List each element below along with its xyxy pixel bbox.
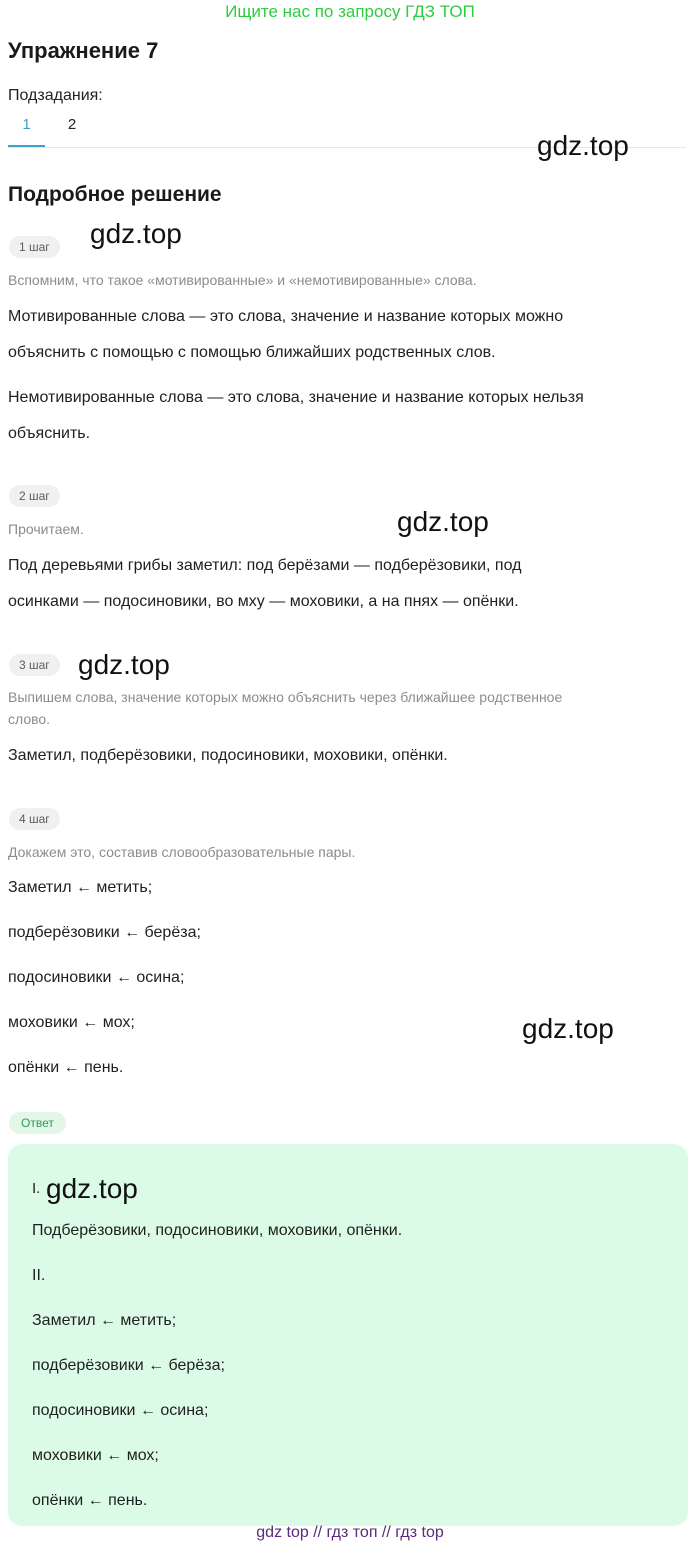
watermark: gdz.top bbox=[397, 506, 489, 537]
tab-subtask-1[interactable]: 1 bbox=[8, 116, 45, 147]
step-text-line: объяснить. bbox=[8, 425, 91, 442]
answer-line: опёнки ← пень. bbox=[32, 1492, 148, 1509]
step-text-line: Под деревьями грибы заметил: под берёзами — подберёзовики, под bbox=[8, 557, 522, 574]
step-text-line: Немотивированные слова — это слова, значение и название которых нельзя bbox=[8, 389, 584, 406]
answer-line: подосиновики ← осина; bbox=[32, 1402, 209, 1419]
step-text-line: подосиновики ← осина; bbox=[8, 969, 185, 986]
step-hint: Докажем это, составив словообразовательные пары. bbox=[8, 844, 356, 860]
step-badge: 3 шаг bbox=[9, 654, 60, 676]
step-text-line: Заметил, подберёзовики, подосиновики, моховики, опёнки. bbox=[8, 747, 448, 764]
step-hint: слово. bbox=[8, 711, 51, 727]
answer-badge: Ответ bbox=[9, 1112, 66, 1134]
answer-line: подберёзовики ← берёза; bbox=[32, 1357, 225, 1374]
answer-line: моховики ← мох; bbox=[32, 1447, 159, 1464]
tab-subtask-2[interactable]: 2 bbox=[67, 116, 77, 133]
footer-watermark: gdz top // гдз топ // гдз top bbox=[256, 1524, 444, 1541]
exercise-title: Упражнение 7 bbox=[8, 38, 159, 63]
step-text-line: объяснить с помощью с помощью ближайших родственных слов. bbox=[8, 344, 496, 361]
step-hint: Вспомним, что такое «мотивированные» и «немотивированные» слова. bbox=[8, 272, 477, 288]
step-text-line: подберёзовики ← берёза; bbox=[8, 924, 201, 941]
answer-line: Заметил ← метить; bbox=[32, 1312, 177, 1329]
watermark: gdz.top bbox=[522, 1013, 614, 1044]
answer-line: I. bbox=[32, 1180, 41, 1197]
step-text-line: Мотивированные слова — это слова, значение и название которых можно bbox=[8, 308, 564, 325]
step-hint: Выпишем слова, значение которых можно объяснить через ближайшее родственное bbox=[8, 689, 563, 705]
watermark: gdz.top bbox=[78, 649, 170, 680]
subtasks-label: Подзадания: bbox=[8, 87, 103, 104]
step-text-line: Заметил ← метить; bbox=[8, 879, 153, 896]
step-text-line: осинками — подосиновики, во мху — моховики, а на пнях — опёнки. bbox=[8, 593, 519, 610]
answer-line: II. bbox=[32, 1267, 46, 1284]
watermark: gdz.top bbox=[90, 218, 182, 249]
watermark: gdz.top bbox=[537, 130, 629, 161]
step-text-line: опёнки ← пень. bbox=[8, 1059, 124, 1076]
solution-title: Подробное решение bbox=[8, 183, 222, 206]
answer-line: Подберёзовики, подосиновики, моховики, опёнки. bbox=[32, 1222, 403, 1239]
watermark: gdz.top bbox=[46, 1173, 138, 1204]
step-badge: 2 шаг bbox=[9, 485, 60, 507]
step-hint: Прочитаем. bbox=[8, 521, 84, 537]
step-badge: 1 шаг bbox=[9, 236, 60, 258]
step-badge: 4 шаг bbox=[9, 808, 60, 830]
promo-banner: Ищите нас по запросу ГДЗ ТОП bbox=[225, 2, 475, 21]
step-text-line: моховики ← мох; bbox=[8, 1014, 135, 1031]
